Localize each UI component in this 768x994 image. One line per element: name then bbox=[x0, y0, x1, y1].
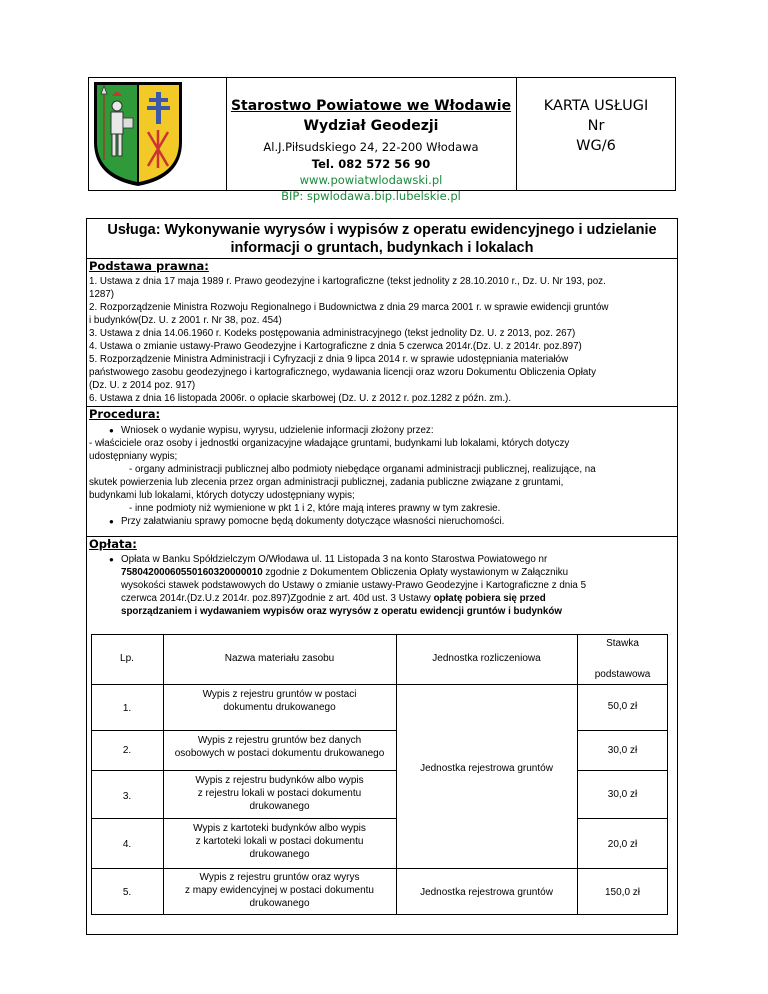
legal-basis-line: i budynków(Dz. U. z 2001 r. Nr 38, poz. 454) bbox=[89, 315, 282, 326]
bullet-icon: ● bbox=[109, 517, 114, 526]
row-price: 20,0 zł bbox=[607, 839, 638, 850]
procedure-bullet bbox=[89, 515, 674, 528]
bip-link[interactable]: BIP: spwlodawa.bip.lubelskie.pl bbox=[281, 189, 461, 203]
merged-unit: Jednostka rejestrowa gruntów bbox=[420, 763, 553, 774]
legal-basis-line: państwowego zasobu geodezyjnego i kartograficznego, wydawania licencji oraz wzoru Dokumentu Obliczenia Opłaty bbox=[89, 367, 596, 378]
legal-basis-line: 1287) bbox=[89, 289, 115, 300]
department-name: Wydział Geodezji bbox=[303, 118, 439, 134]
row-name-line: Wypis z rejestru gruntów oraz wyrys bbox=[199, 872, 360, 883]
fee-heading: Opłata: bbox=[89, 537, 137, 551]
section-divider bbox=[86, 406, 678, 407]
service-title-line: Usługa: Wykonywanie wyrysów i wypisów z operatu ewidencyjnego i udzielanie bbox=[107, 222, 657, 238]
header-rate: Stawka bbox=[606, 638, 639, 649]
bullet-icon: ● bbox=[109, 426, 114, 435]
legal-basis-heading: Podstawa prawna: bbox=[89, 259, 209, 273]
table-border bbox=[91, 634, 92, 915]
row-name bbox=[163, 734, 396, 760]
row-unit: Jednostka rejestrowa gruntów bbox=[420, 887, 553, 898]
fee-table bbox=[91, 634, 668, 915]
header-divider bbox=[516, 77, 517, 191]
row-name-line: drukowanego bbox=[249, 849, 310, 860]
row-name-line: dokumentu drukowanego bbox=[223, 702, 336, 713]
row-lp: 4. bbox=[122, 839, 132, 850]
row-lp: 2. bbox=[122, 745, 132, 756]
header-unit: Jednostka rozliczeniowa bbox=[432, 653, 541, 664]
row-lp: 5. bbox=[122, 887, 132, 898]
row-name-line: z kartoteki lokali w postaci dokumentu bbox=[195, 836, 364, 847]
legal-basis-line: (Dz. U. z 2014 poz. 917) bbox=[89, 380, 196, 391]
procedure-line: budynkami lub lokalami, których dotyczy udostępniany wypis; bbox=[89, 490, 355, 501]
header-divider bbox=[226, 77, 227, 191]
procedure-line: skutek powierzenia lub zlecenia przez organ administracji publicznej, zadania publiczne związane z gruntami, bbox=[89, 477, 564, 488]
header-name: Nazwa materiału zasobu bbox=[224, 653, 335, 664]
fee-line: Opłata w Banku Spółdzielczym O/Włodawa ul. 11 Listopada 3 na konto Starostwa Powiatowego nr bbox=[121, 554, 548, 565]
row-name bbox=[163, 871, 396, 910]
header-rate: podstawowa bbox=[594, 669, 651, 680]
service-title-line: informacji o gruntach, budynkach i lokalach bbox=[230, 240, 534, 256]
fee-line-bold: opłatę pobiera się przed bbox=[433, 593, 546, 604]
fee-text bbox=[109, 553, 673, 618]
card-title-block bbox=[518, 96, 674, 156]
legal-basis-line: 4. Ustawa o zmianie ustawy-Prawo Geodezyjne i Kartograficzne z dnia 5 czerwca 2014r.(Dz. U. z 2014r. poz.897) bbox=[89, 341, 582, 352]
legal-basis-line: 2. Rozporządzenie Ministra Rozwoju Regionalnego i Budownictwa z dnia 29 marca 2001 r. w sprawie ewidencji gruntów bbox=[89, 302, 609, 313]
row-name-line: Wypis z rejestru gruntów bez danych bbox=[197, 735, 362, 746]
fee-line: wysokości stawek podstawowych do Ustawy o zmianie ustawy-Prawo Geodezyjne i Kartograficzne z dnia 5 bbox=[121, 580, 587, 591]
card-number: WG/6 bbox=[576, 138, 616, 154]
procedure-text bbox=[89, 424, 674, 528]
row-lp: 1. bbox=[122, 703, 132, 714]
row-lp: 3. bbox=[122, 791, 132, 802]
row-name bbox=[163, 688, 396, 714]
table-border bbox=[91, 818, 397, 819]
fee-line: sporządzaniem i wydawaniem wypisów oraz wyrysów z operatu ewidencji gruntów i budynków bbox=[121, 606, 562, 617]
row-name-line: z mapy ewidencyjnej w postaci dokumentu bbox=[185, 885, 374, 896]
office-phone: Tel. 082 572 56 90 bbox=[311, 157, 431, 171]
row-name-line: Wypis z kartoteki budynków albo wypis bbox=[193, 823, 366, 834]
service-title bbox=[86, 221, 678, 257]
row-name-line: drukowanego bbox=[249, 898, 310, 909]
account-number: 75804200060550160320000010 bbox=[121, 567, 263, 578]
fee-line bbox=[121, 592, 673, 605]
card-nr-label: Nr bbox=[587, 118, 605, 134]
procedure-bullet-text: Wniosek o wydanie wypisu, wyrysu, udzielenie informacji złożony przez: bbox=[121, 425, 434, 436]
table-border bbox=[577, 730, 668, 731]
table-border bbox=[577, 818, 668, 819]
fee-line-rest: zgodnie z Dokumentem Obliczenia Opłaty wystawionym w Załączniku bbox=[262, 567, 569, 578]
bullet-icon: ● bbox=[109, 555, 114, 564]
table-border bbox=[91, 914, 668, 915]
table-border bbox=[577, 770, 668, 771]
procedure-line: - organy administracji publicznej albo podmioty niebędące organami administracji publicznej, realizujące, na bbox=[129, 464, 596, 475]
fee-line bbox=[121, 566, 673, 579]
table-border bbox=[91, 868, 668, 869]
fee-line-plain: czerwca 2014r.(Dz.U.z 2014r. poz.897)Zgodnie z art. 40d ust. 3 Ustawy bbox=[121, 593, 434, 604]
legal-basis-list bbox=[89, 275, 674, 405]
coat-of-arms-logo bbox=[92, 80, 184, 188]
row-price: 150,0 zł bbox=[604, 887, 641, 898]
row-price: 30,0 zł bbox=[607, 789, 638, 800]
legal-basis-line: 5. Rozporządzenie Ministra Administracji i Cyfryzacji z dnia 9 lipca 2014 r. w sprawie udostępniania materiałów bbox=[89, 354, 569, 365]
row-price: 30,0 zł bbox=[607, 745, 638, 756]
procedure-line: - właściciele oraz osoby i jednostki organizacyjne władające gruntami, budynkami lub lokalami, których dotyczy bbox=[89, 438, 570, 449]
row-price: 50,0 zł bbox=[607, 701, 638, 712]
procedure-line: udostępniany wypis; bbox=[89, 451, 178, 462]
procedure-line: - inne podmioty niż wymienione w pkt 1 i 2, które mają interes prawny w tym zakresie. bbox=[129, 503, 501, 514]
row-name-line: Wypis z rejestru budynków albo wypis bbox=[195, 775, 364, 786]
procedure-heading: Procedura: bbox=[89, 407, 161, 421]
procedure-bullet-text: Przy załatwianiu sprawy pomocne będą dokumenty dotyczące własności nieruchomości. bbox=[121, 516, 505, 527]
row-name-line: Wypis z rejestru gruntów w postaci bbox=[202, 689, 357, 700]
row-name-line: z rejestru lokali w postaci dokumentu bbox=[197, 788, 362, 799]
row-name-line: drukowanego bbox=[249, 801, 310, 812]
table-border bbox=[91, 634, 668, 635]
legal-basis-line: 6. Ustawa z dnia 16 listopada 2006r. o opłacie skarbowej (Dz. U. z 2012 r. poz.1282 z późn. zm.). bbox=[89, 393, 512, 404]
card-title: KARTA USŁUGI bbox=[543, 98, 649, 114]
table-border bbox=[91, 684, 668, 685]
office-info bbox=[228, 96, 514, 204]
website-link[interactable]: www.powiatwlodawski.pl bbox=[299, 173, 443, 187]
legal-basis-line: 3. Ustawa z dnia 14.06.1960 r. Kodeks postępowania administracyjnego (tekst jednolity Dz. U. z 2013, poz. 267) bbox=[89, 328, 576, 339]
table-border bbox=[91, 770, 397, 771]
header-lp: Lp. bbox=[120, 653, 134, 664]
table-border bbox=[91, 730, 397, 731]
row-name bbox=[163, 774, 396, 813]
office-address: Al.J.Piłsudskiego 24, 22-200 Włodawa bbox=[263, 140, 479, 154]
legal-basis-line: 1. Ustawa z dnia 17 maja 1989 r. Prawo geodezyjne i kartograficzne (tekst jednolity z 28.10.2010 r., Dz. U. Nr 193, poz. bbox=[89, 276, 606, 287]
row-name-line: osobowych w postaci dokumentu drukowanego bbox=[174, 748, 385, 759]
section-divider bbox=[86, 536, 678, 537]
office-name: Starostwo Powiatowe we Włodawie bbox=[230, 98, 512, 114]
procedure-bullet bbox=[89, 424, 674, 437]
row-name bbox=[163, 822, 396, 861]
